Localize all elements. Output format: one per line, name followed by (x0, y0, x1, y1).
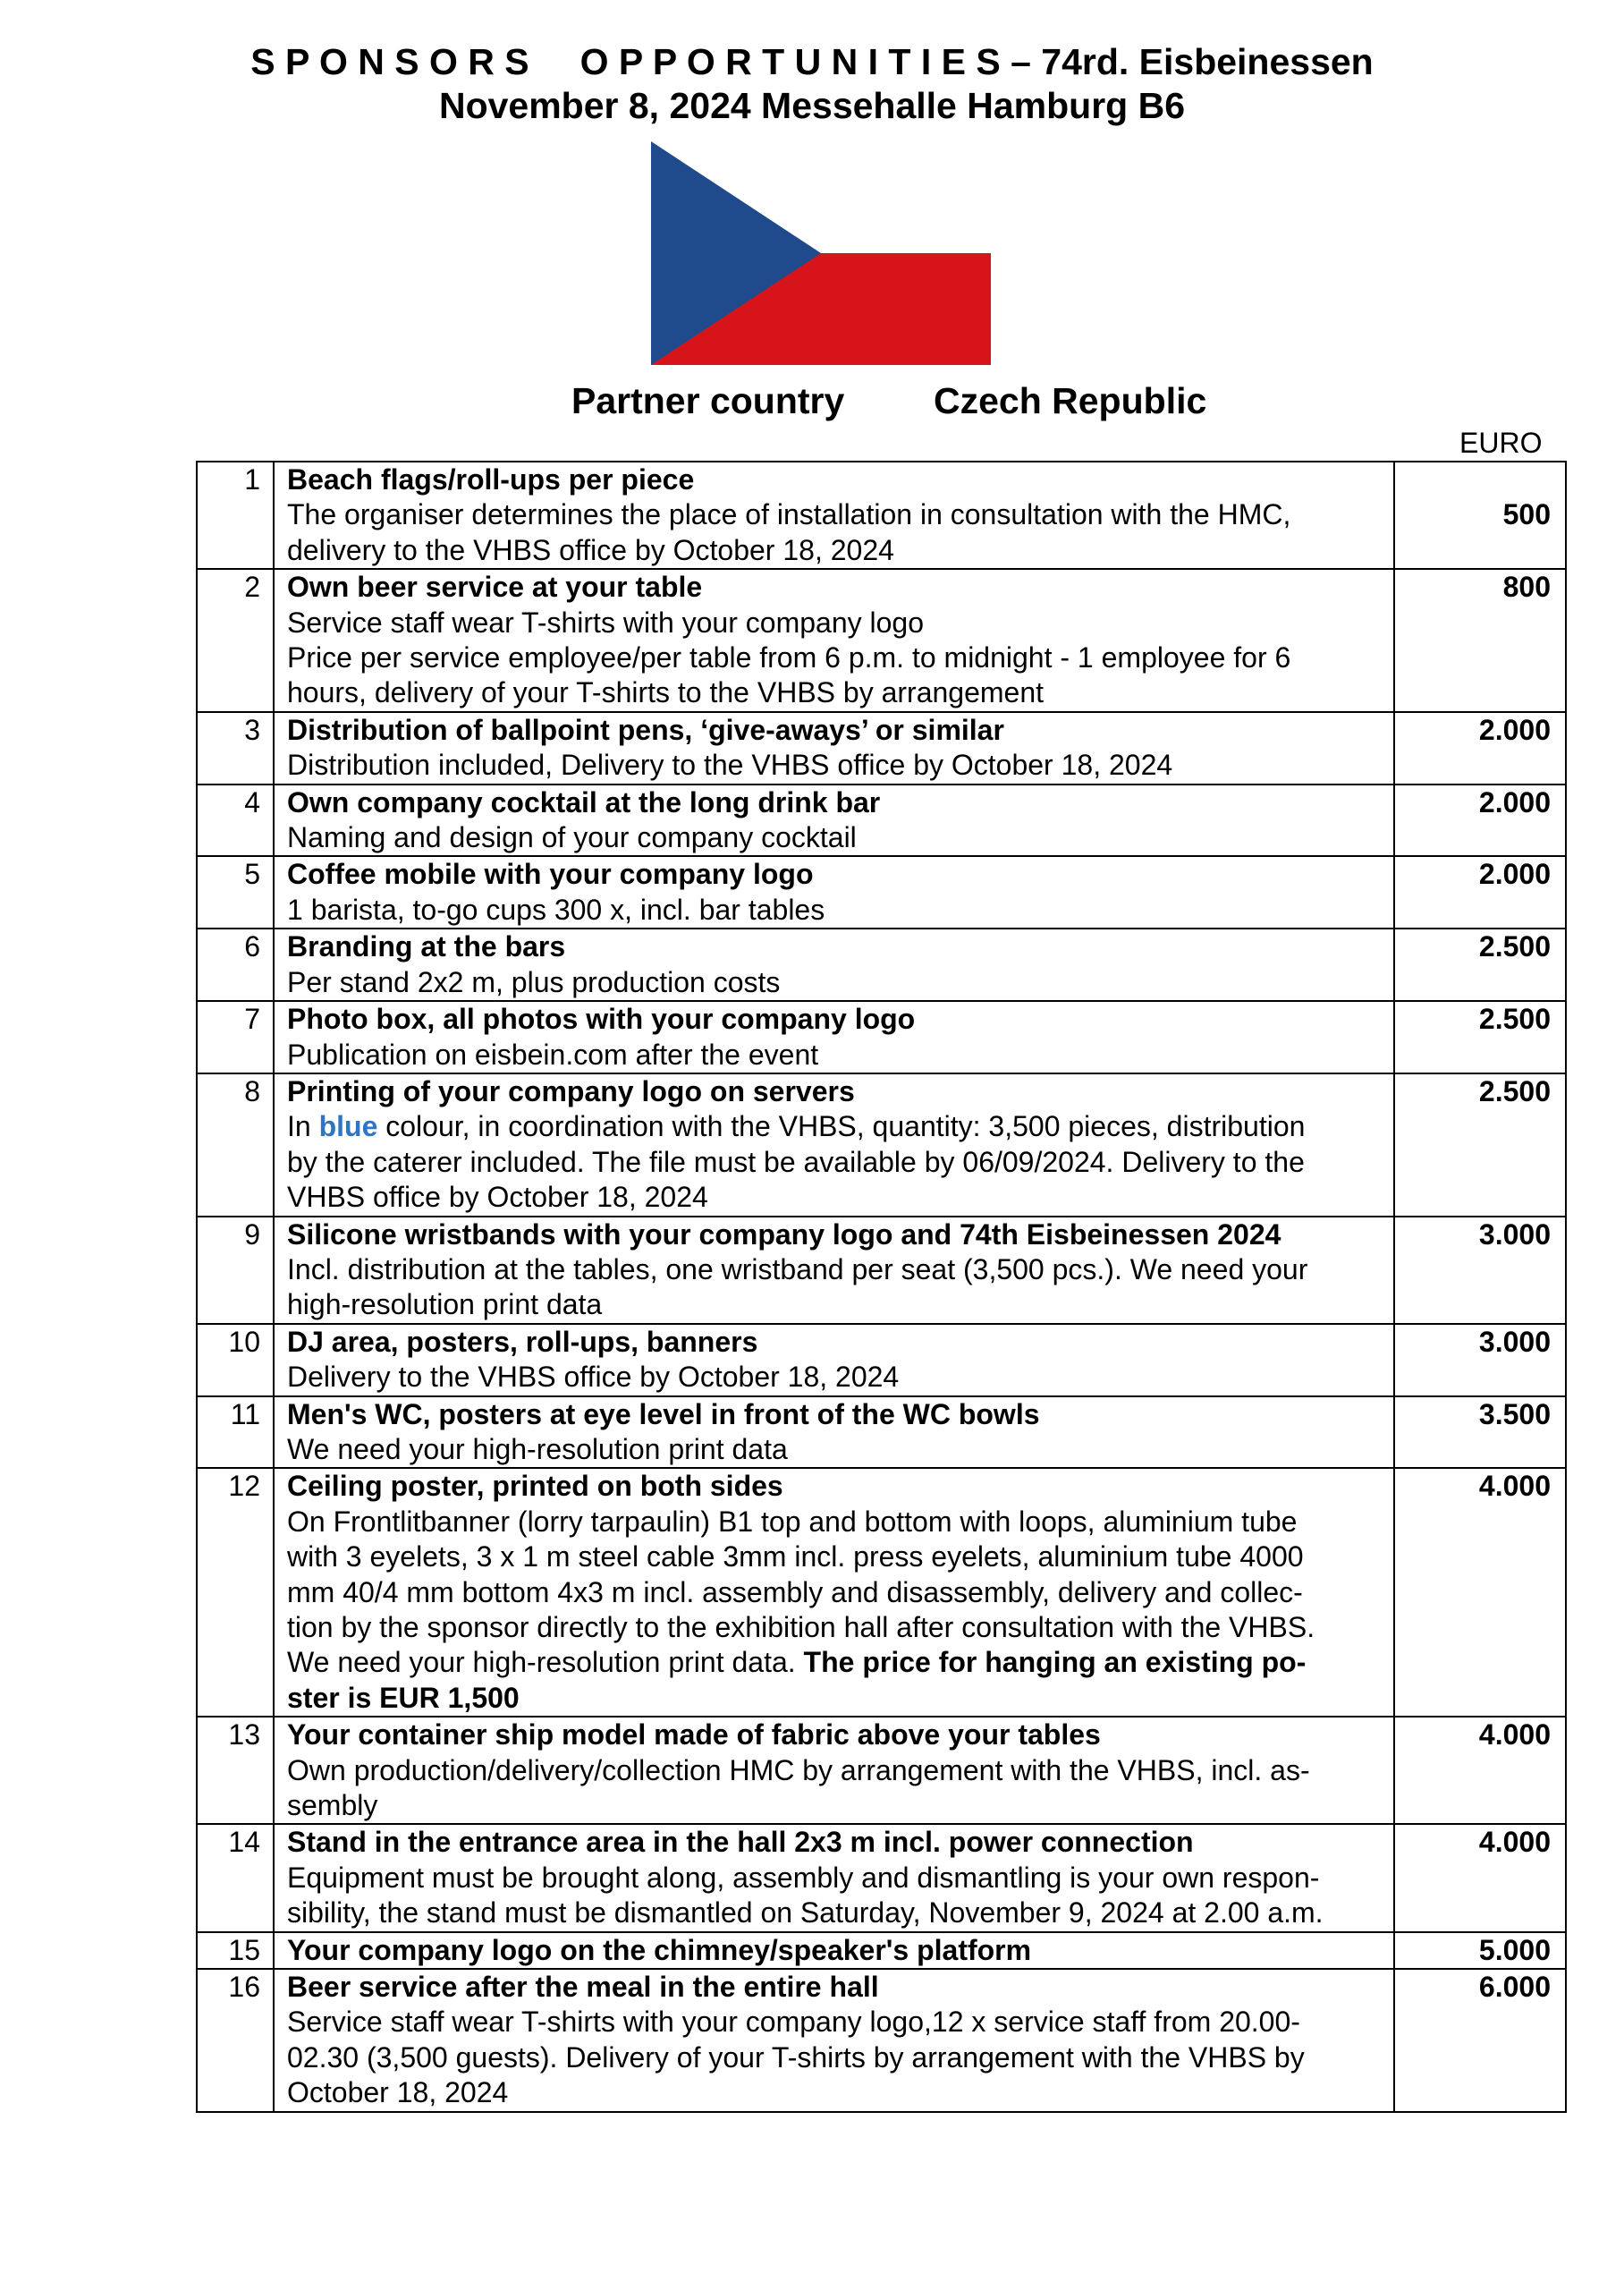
item-detail-line (287, 1109, 1381, 1144)
sponsor-row (197, 462, 1566, 569)
row-price: 3.000 (1394, 1217, 1566, 1324)
sponsor-row (197, 569, 1566, 712)
row-number: 7 (197, 1001, 274, 1073)
item-detail-line: Incl. distribution at the tables, one wristband per seat (3,500 pcs.). We need your (287, 1252, 1308, 1285)
row-description (274, 856, 1394, 929)
item-detail-line: Price per service employee/per table from 6 p.m. to midnight - 1 employee for 6 (287, 641, 1291, 674)
row-price: 4.000 (1394, 1824, 1566, 1931)
item-title: Your company logo on the chimney/speaker's platform (287, 1933, 1032, 1966)
sponsor-row (197, 1396, 1566, 1469)
row-price: 2.000 (1394, 856, 1566, 929)
item-title: Own company cocktail at the long drink bar (287, 785, 881, 818)
row-number: 11 (197, 1396, 274, 1469)
item-title: Beach flags/roll-ups per piece (287, 463, 695, 496)
item-detail-line: ster is EUR 1,500 (287, 1681, 520, 1714)
row-number: 12 (197, 1468, 274, 1717)
sponsor-row (197, 1073, 1566, 1217)
item-title: Own beer service at your table (287, 571, 703, 604)
item-title: Branding at the bars (287, 930, 566, 963)
item-detail-line: hours, delivery of your T-shirts to the VHBS by arrangement (287, 676, 1045, 709)
row-price: 2.500 (1394, 1001, 1566, 1073)
row-price: 800 (1394, 569, 1566, 712)
sponsor-row (197, 1217, 1566, 1324)
row-number: 6 (197, 929, 274, 1001)
sponsorship-table (196, 461, 1567, 2113)
item-title: Silicone wristbands with your company logo and 74th Eisbeinessen 2024 (287, 1217, 1281, 1251)
currency-column-header: EURO (1459, 427, 1543, 459)
row-price: 3.000 (1394, 1324, 1566, 1396)
row-description (274, 1324, 1394, 1396)
row-description (274, 785, 1394, 857)
item-detail-line: Service staff wear T-shirts with your company logo (287, 606, 924, 639)
row-price: 3.500 (1394, 1396, 1566, 1469)
row-description (274, 712, 1394, 785)
detail-bold-text: The price for hanging an existing po- (803, 1646, 1307, 1679)
item-detail-line: with 3 eyelets, 3 x 1 m steel cable 3mm incl. press eyelets, aluminium tube 4000 (287, 1540, 1304, 1573)
row-number: 16 (197, 1969, 274, 2112)
page-title: S P O N S O R S O P P O R T U N I T I E S – 74rd. Eisbeinessen (250, 41, 1374, 82)
item-detail-line: mm 40/4 mm bottom 4x3 m incl. assembly and disassembly, delivery and collec- (287, 1575, 1303, 1608)
item-detail-line: We need your high-resolution print data (287, 1432, 788, 1465)
sponsor-row (197, 1468, 1566, 1717)
item-detail-line: Publication on eisbein.com after the event (287, 1038, 819, 1071)
sponsor-row (197, 1969, 1566, 2112)
sponsor-row (197, 1824, 1566, 1931)
row-number: 2 (197, 569, 274, 712)
row-price: 2.500 (1394, 1073, 1566, 1217)
detail-highlight-blue: blue (318, 1110, 378, 1143)
row-number: 10 (197, 1324, 274, 1396)
row-number: 9 (197, 1217, 274, 1324)
sponsor-row (197, 1324, 1566, 1396)
row-number: 3 (197, 712, 274, 785)
item-detail-line: October 18, 2024 (287, 2076, 509, 2109)
row-price: 4.000 (1394, 1468, 1566, 1717)
detail-text: We need your high-resolution print data. (287, 1646, 804, 1679)
row-description (274, 1396, 1394, 1469)
row-price: 2.000 (1394, 785, 1566, 857)
item-detail-line: Equipment must be brought along, assembly and dismantling is your own respon- (287, 1861, 1320, 1894)
row-number: 15 (197, 1932, 274, 1969)
item-detail-line: VHBS office by October 18, 2024 (287, 1181, 708, 1214)
czech-flag-image (651, 141, 991, 365)
item-detail-line: 1 barista, to-go cups 300 x, incl. bar tables (287, 893, 825, 926)
item-detail-line: The organiser determines the place of installation in consultation with the HMC, (287, 498, 1291, 531)
row-price: 500 (1394, 462, 1566, 569)
row-number: 14 (197, 1824, 274, 1931)
row-price: 4.000 (1394, 1717, 1566, 1824)
item-detail-line: Service staff wear T-shirts with your company logo,12 x service staff from 20.00- (287, 2006, 1300, 2039)
partner-country-label: Partner country (571, 380, 845, 421)
row-number: 1 (197, 462, 274, 569)
sponsor-row (197, 1717, 1566, 1824)
row-price: 2.500 (1394, 929, 1566, 1001)
row-number: 4 (197, 785, 274, 857)
row-price: 6.000 (1394, 1969, 1566, 2112)
detail-text: colour, in coordination with the VHBS, quantity: 3,500 pieces, distribution (377, 1110, 1306, 1143)
sponsor-row (197, 1932, 1566, 1969)
item-title: Your container ship model made of fabric above your tables (287, 1718, 1101, 1751)
item-title: Men's WC, posters at eye level in front of the WC bowls (287, 1397, 1040, 1430)
item-detail-line: Per stand 2x2 m, plus production costs (287, 965, 781, 998)
item-title: Coffee mobile with your company logo (287, 858, 814, 891)
row-price: 2.000 (1394, 712, 1566, 785)
row-description (274, 1001, 1394, 1073)
item-detail-line: delivery to the VHBS office by October 18, 2024 (287, 533, 894, 566)
row-number: 13 (197, 1717, 274, 1824)
partner-country-name: Czech Republic (934, 380, 1207, 421)
row-description (274, 1717, 1394, 1824)
row-description (274, 929, 1394, 1001)
item-detail-line: high-resolution print data (287, 1288, 603, 1321)
row-description (274, 1468, 1394, 1717)
item-detail-line: Naming and design of your company cocktail (287, 821, 857, 854)
sponsor-row (197, 712, 1566, 785)
item-detail-line: Delivery to the VHBS office by October 18, 2024 (287, 1361, 900, 1394)
row-number: 5 (197, 856, 274, 929)
row-description (274, 1969, 1394, 2112)
row-description (274, 569, 1394, 712)
item-detail-line: 02.30 (3,500 guests). Delivery of your T-shirts by arrangement with the VHBS by (287, 2040, 1305, 2074)
detail-text: In (287, 1110, 319, 1143)
sponsor-row (197, 856, 1566, 929)
row-description (274, 1932, 1394, 1969)
item-detail-line: On Frontlitbanner (lorry tarpaulin) B1 top and bottom with loops, aluminium tube (287, 1505, 1298, 1538)
row-description (274, 1824, 1394, 1931)
item-detail-line: Distribution included, Delivery to the VHBS office by October 18, 2024 (287, 749, 1173, 782)
item-detail-line: Own production/delivery/collection HMC by arrangement with the VHBS, incl. as- (287, 1753, 1310, 1786)
item-title: Photo box, all photos with your company logo (287, 1003, 916, 1036)
sponsor-row (197, 785, 1566, 857)
item-title: DJ area, posters, roll-ups, banners (287, 1325, 758, 1358)
row-description (274, 1217, 1394, 1324)
row-description (274, 1073, 1394, 1217)
row-number: 8 (197, 1073, 274, 1217)
row-price: 5.000 (1394, 1932, 1566, 1969)
item-title: Printing of your company logo on servers (287, 1074, 855, 1107)
sponsor-row (197, 929, 1566, 1001)
item-title: Ceiling poster, printed on both sides (287, 1470, 783, 1503)
row-description (274, 462, 1394, 569)
item-title: Beer service after the meal in the entire hall (287, 1971, 879, 2004)
item-title: Stand in the entrance area in the hall 2x3 m incl. power connection (287, 1826, 1194, 1859)
item-detail-line: by the caterer included. The file must be available by 06/09/2024. Delivery to the (287, 1145, 1305, 1178)
item-detail-line: tion by the sponsor directly to the exhibition hall after consultation with the VHBS. (287, 1611, 1315, 1643)
page-subtitle: November 8, 2024 Messehalle Hamburg B6 (438, 85, 1186, 126)
sponsor-row (197, 1001, 1566, 1073)
item-detail-line: sembly (287, 1789, 378, 1822)
item-detail-line: sibility, the stand must be dismantled on Saturday, November 9, 2024 at 2.00 a.m. (287, 1896, 1324, 1930)
item-title: Distribution of ballpoint pens, ‘give-aways’ or similar (287, 713, 1004, 746)
item-detail-line (287, 1645, 1381, 1680)
